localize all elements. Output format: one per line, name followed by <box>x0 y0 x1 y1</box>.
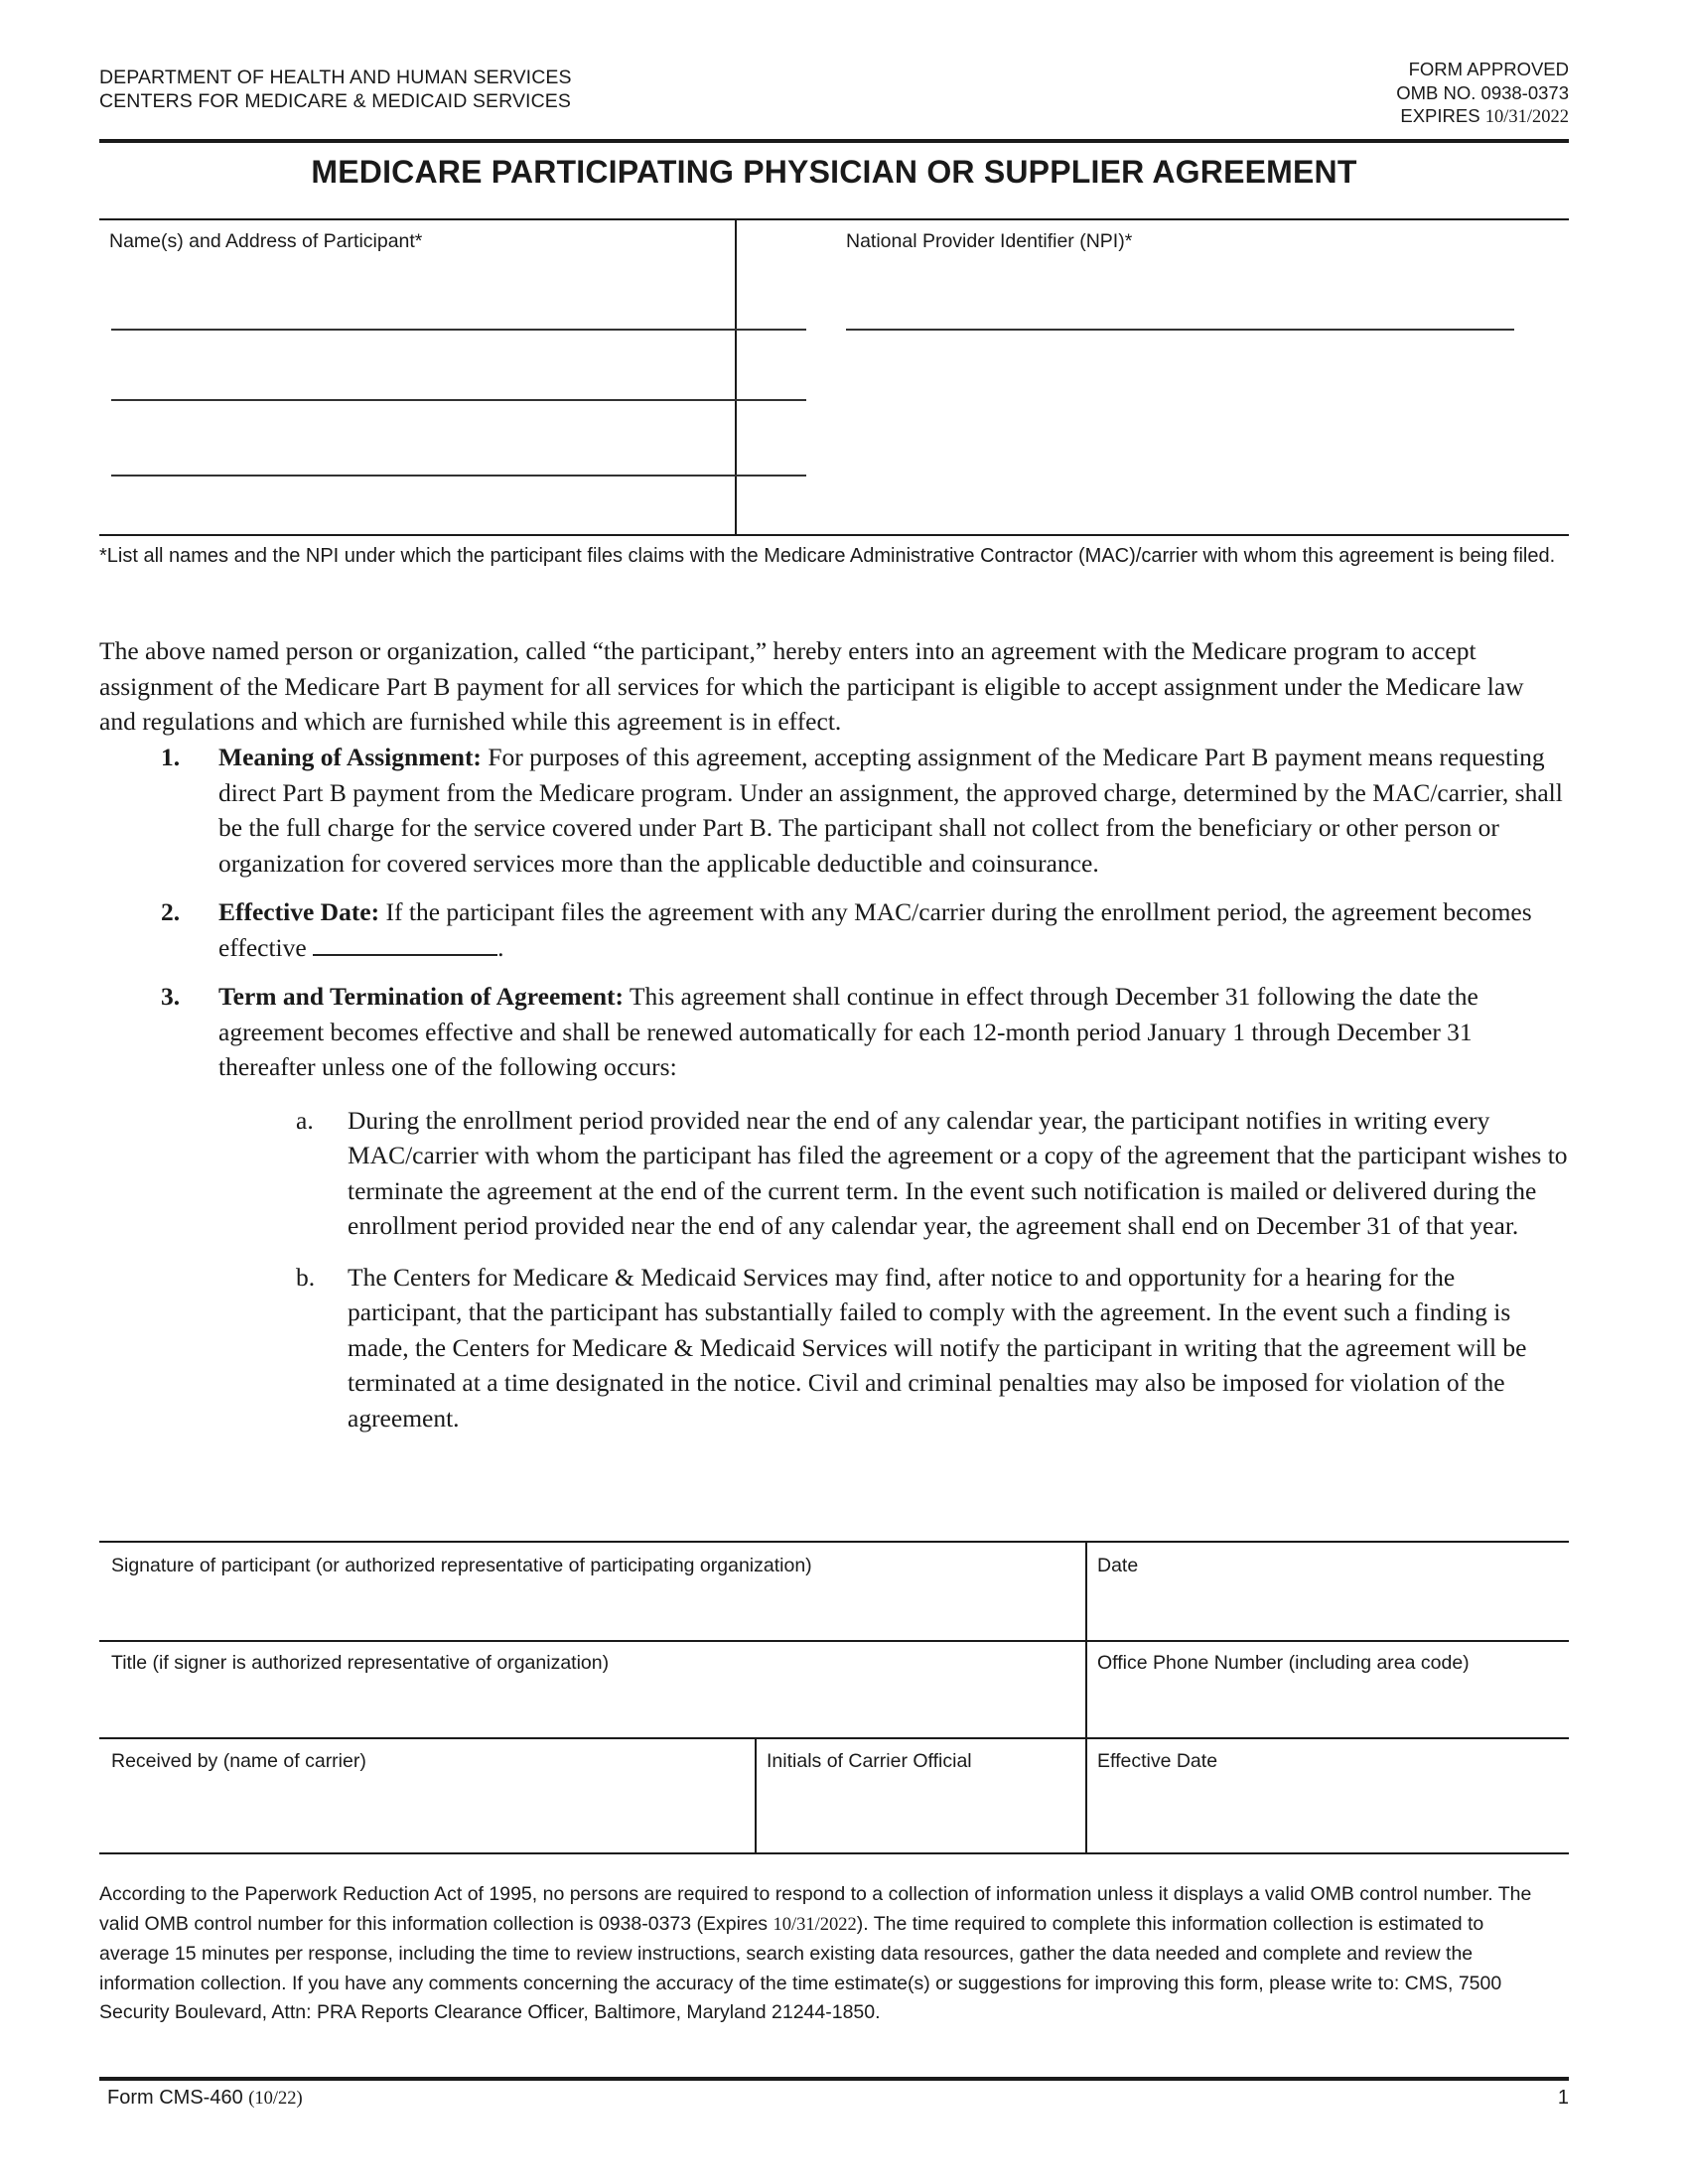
footer-rule <box>99 2077 1569 2081</box>
list-item-text-before: If the participant files the agreement with any MAC/carrier during the enrollment period, the agreement becomes effective <box>218 897 1532 962</box>
effective-date-cell-label: Effective Date <box>1097 1750 1218 1772</box>
sig-table-rule-row1 <box>99 1640 1569 1642</box>
box-top-rule <box>99 218 1569 220</box>
sub-list-item <box>218 1260 1569 1436</box>
agency-line-2: CENTERS FOR MEDICARE & MEDICAID SERVICES <box>99 90 571 112</box>
participant-footnote: *List all names and the NPI under which the participant files claims with the Medicare Administrative Contractor (MAC)/carrier with whom this agreement is being filed. <box>99 545 1556 567</box>
expires-line <box>1396 104 1569 130</box>
received-by-cell-label: Received by (name of carrier) <box>111 1750 366 1772</box>
form-approved-text: FORM APPROVED <box>1408 59 1569 79</box>
form-id-text: Form CMS-460 <box>107 2087 249 2109</box>
list-item-lead: Meaning of Assignment: <box>218 743 482 771</box>
page-number: 1 <box>1557 2087 1569 2109</box>
title-cell-label: Title (if signer is authorized representative of organization) <box>111 1652 610 1674</box>
pra-expires-date: 10/31/2022 <box>773 1914 857 1935</box>
initials-cell-label: Initials of Carrier Official <box>767 1750 972 1772</box>
form-identifier <box>107 2087 303 2110</box>
participant-write-line-3[interactable] <box>111 475 806 477</box>
list-item-lead: Term and Termination of Agreement: <box>218 982 624 1011</box>
intro-paragraph: The above named person or organization, called “the participant,” hereby enters into an agreement with the Medicare program to accept assignment of the Medicare Part B payment for all services for which the participant is eligible to accept assignment under the Medicare law and regulations and which are furnished while this agreement is in effect. <box>99 636 1524 736</box>
omb-number-text: OMB NO. 0938-0373 <box>1396 81 1569 103</box>
agency-line-1: DEPARTMENT OF HEALTH AND HUMAN SERVICES <box>99 67 572 88</box>
page-header <box>99 58 1569 127</box>
participant-write-line-1[interactable] <box>111 329 806 331</box>
participant-write-line-2[interactable] <box>111 399 806 401</box>
list-item <box>99 740 1569 881</box>
form-revision-date: (10/22) <box>248 2089 303 2109</box>
effective-date-blank[interactable] <box>313 933 497 956</box>
npi-write-line[interactable] <box>846 329 1514 331</box>
header-rule <box>99 139 1569 143</box>
phone-cell-label: Office Phone Number (including area code) <box>1097 1652 1470 1674</box>
sub-list-item <box>218 1103 1569 1244</box>
box-bottom-rule <box>99 534 1569 536</box>
agency-block <box>99 66 572 113</box>
paperwork-reduction-act-notice <box>99 1880 1559 2028</box>
form-approval-block <box>1396 58 1569 130</box>
sub-list-item-marker: a. <box>296 1105 314 1135</box>
expires-label: EXPIRES <box>1400 105 1480 126</box>
list-item <box>99 979 1569 1435</box>
sig-table-divider-main <box>1085 1541 1087 1852</box>
pra-text-part1: According to the Paperwork Reduction Act of 1995, no persons are required to respond to a collection of information unless it displays a valid OMB control number. The valid OMB control number for this information collection is 0938-0373 (Expires <box>99 1883 1532 1935</box>
sub-list-item-text: The Centers for Medicare & Medicaid Services may find, after notice to and opportunity for a hearing for the participant, that the participant has substantially failed to comply with the agreement. In the event such a finding is made, the Centers for Medicare & Medicaid Services will notify the participant in writing that the agreement will be terminated at a time designated in the notice. Civil and criminal penalties may also be imposed for violation of the agreement. <box>348 1262 1527 1433</box>
list-item-marker: 1. <box>161 743 181 771</box>
sub-list-item-marker: b. <box>296 1262 316 1292</box>
pra-text-part2: ). The time required to complete this information collection is estimated to average 15 minutes per response, including the time to review instructions, search existing data resources, gather the data needed and complete and review the information collection. If you have any comments concerning the accuracy of the time estimate(s) or suggestions for improving this form, please write to: CMS, 7500 Security Boulevard, Attn: PRA Reports Clearance Officer, Baltimore, Maryland 21244-1850. <box>99 1912 1502 2023</box>
signature-table <box>99 1541 1569 1854</box>
sig-table-rule-row2 <box>99 1737 1569 1739</box>
expires-date: 10/31/2022 <box>1484 107 1569 127</box>
sig-table-rule-top <box>99 1541 1569 1543</box>
list-item-lead: Effective Date: <box>218 897 380 926</box>
termination-sublist <box>218 1103 1569 1436</box>
sig-table-rule-bottom <box>99 1852 1569 1854</box>
sub-list-item-text: During the enrollment period provided near the end of any calendar year, the participant notifies in writing every MAC/carrier with whom the participant has filed the agreement or a copy of the agreement that the participant wishes to terminate the agreement at the end of the current term. In the event such notification is mailed or delivered during the enrollment period provided near the end of any calendar year, the agreement shall end on December 31 of that year. <box>348 1105 1568 1240</box>
page-title: MEDICARE PARTICIPATING PHYSICIAN OR SUPPLIER AGREEMENT <box>311 154 1357 190</box>
list-item <box>99 894 1569 965</box>
npi-label: National Provider Identifier (NPI)* <box>846 230 1133 252</box>
participant-name-label: Name(s) and Address of Participant* <box>109 230 423 252</box>
sig-table-divider-initials <box>755 1737 757 1852</box>
list-item-text: This agreement shall continue in effect through December 31 following the date the agreement becomes effective and shall be renewed automatically for each 12-month period January 1 through December 31 thereafter unless one of the following occurs: <box>218 982 1478 1081</box>
signature-cell-label: Signature of participant (or authorized representative of participating organization) <box>111 1555 812 1576</box>
list-item-marker: 3. <box>161 982 181 1011</box>
date-cell-label: Date <box>1097 1555 1139 1576</box>
box-vertical-divider <box>735 220 737 536</box>
list-item-marker: 2. <box>161 897 181 926</box>
list-item-text: For purposes of this agreement, accepting assignment of the Medicare Part B payment means requesting direct Part B payment from the Medicare program. Under an assignment, the approved charge, determined by the MAC/carrier, shall be the full charge for the service covered under Part B. The participant shall not collect from the beneficiary or other person or organization for covered services more than the applicable deductible and coinsurance. <box>218 743 1563 878</box>
list-item-text-after: . <box>497 932 504 962</box>
agreement-terms-list <box>99 740 1569 1451</box>
